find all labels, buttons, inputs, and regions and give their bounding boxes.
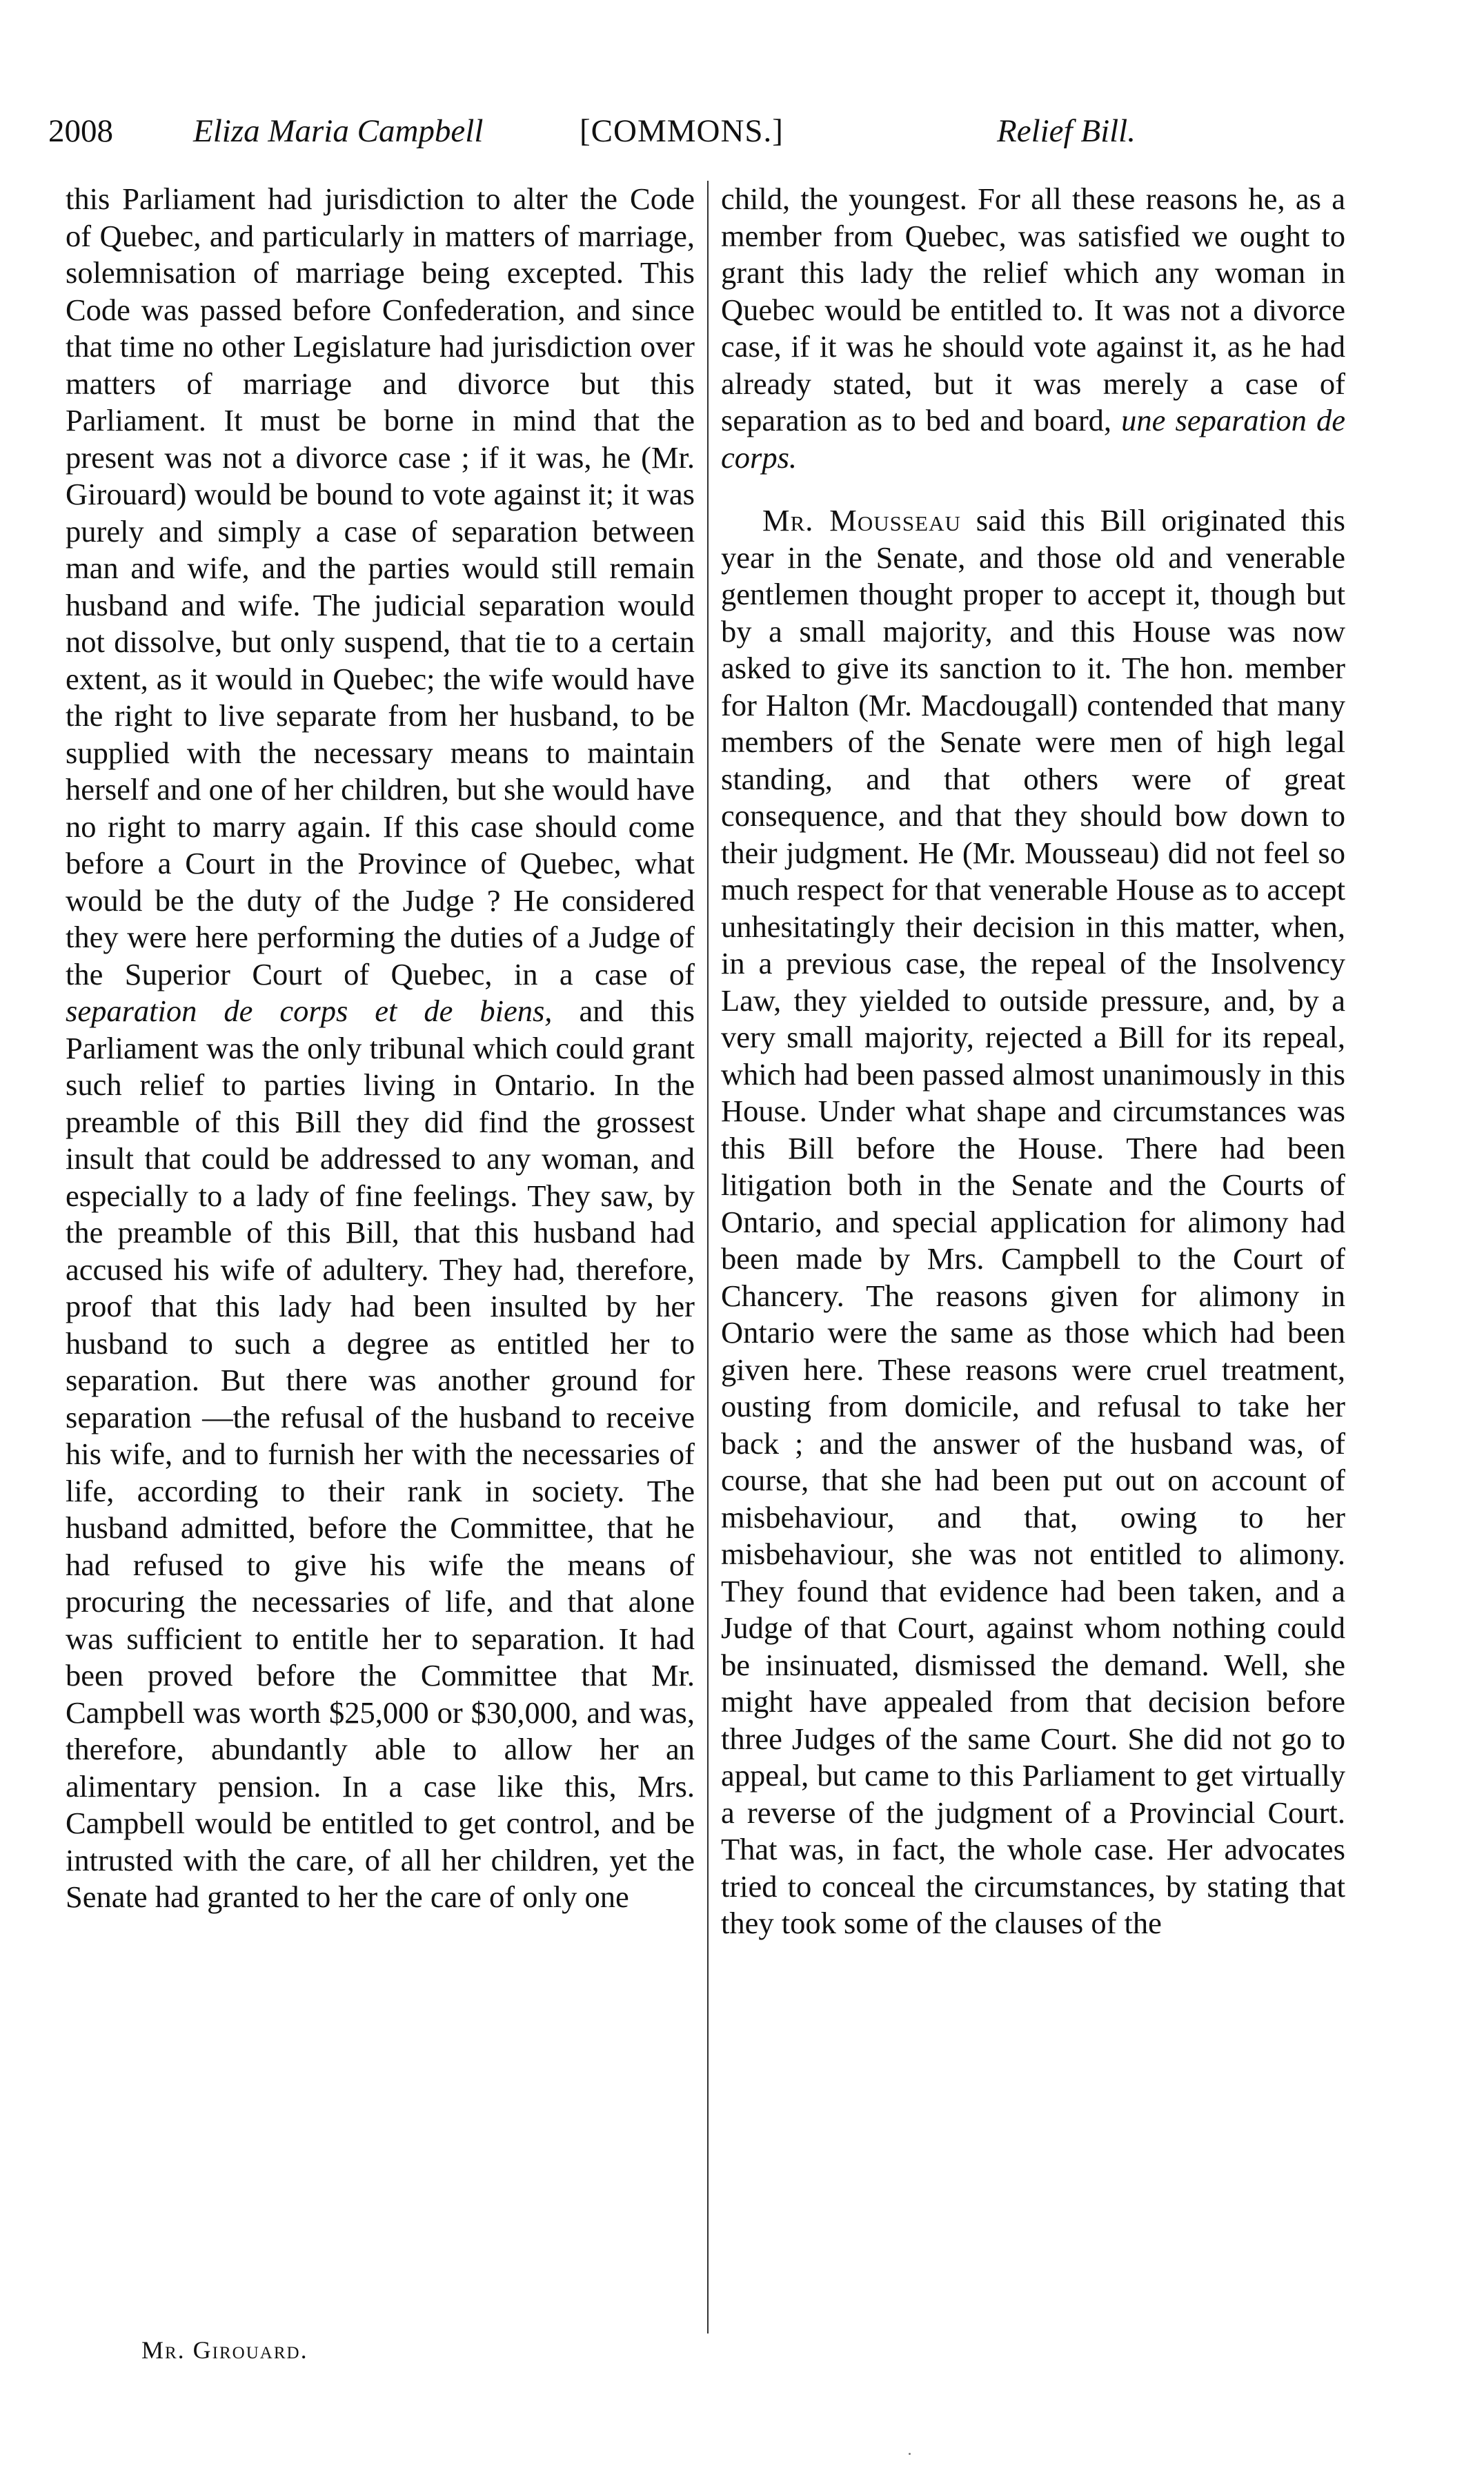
left-italic-phrase: separation de corps et de biens, (66, 994, 553, 1028)
left-text-part-2: and this Parliament was the only tribunal which could grant such relief to parties living in Ontario. In the preamble of this Bill they did find the grossest insult that could be addressed to any woman, and especially to a lady of fine feelings. They saw, by the preamble of this Bill, that this husband had accused his wife of adultery. They had, therefore, proof that this lady had been insulted by her husband to such a degree as entitled her to separation. But there was another ground for separation —the refusal of the husband to receive his wife, and to furnish her with the necessaries of life, according to their rank in society. The husband admitted, before the Committee, that he had refused to give his wife the means of procuring the necessaries of life, and that alone was sufficient to entitle her to separation. It had been proved before the Committee that Mr. Campbell was worth $25,000 or $30,000, and was, therefore, abundantly able to allow her an alimentary pension. In a case like this, Mrs. Campbell would be entitled to get control, and be intrusted with the care, of all her children, yet the Senate had granted to her the care of only one (66, 994, 695, 1914)
footer-speaker: Mr. Girouard. (141, 2336, 308, 2364)
right-text-part-1: child, the youngest. For all these reasons he, as a member from Quebec, was satisfied we ought to grant this lady the relief which any woman in Quebec would be entitled to. It was not a divorce case, if it was he should vote against it, as he had already stated, but it was merely a case of separation as to bed and board, (721, 181, 1345, 437)
right-paragraph-1 (721, 181, 1345, 476)
column-divider (707, 181, 709, 2333)
right-column (721, 181, 1345, 1942)
speaker-name: Mr. Mousseau (762, 503, 961, 537)
right-italic-phrase: une separation de corps. (721, 403, 1345, 475)
right-text-part-2: said this Bill originated this year in the Senate, and those old and venerable gentlemen thought proper to accept it, though but by a small majority, and this House was now asked to give its sanction to it. The hon. member for Halton (Mr. Macdougall) contended that many members of the Senate were men of high legal standing, and that others were of great consequence, and that they should bow down to their judgment. He (Mr. Mousseau) did not feel so much respect for that venerable House as to accept unhesitatingly their decision in this matter, when, in a previous case, the repeal of the Insolvency Law, they yielded to outside pressure, and, by a very small majority, rejected a Bill for its repeal, which had been passed almost unanimously in this House. Under what shape and circumstances was this Bill before the House. There had been litigation both in the Senate and the Courts of Ontario, and special application for alimony had been made by Mrs. Campbell to the Court of Chancery. The reasons given for alimony in Ontario were the same as those which had been given here. These reasons were cruel treatment, ousting from domicile, and refusal to take her back ; and the answer of the husband was, of course, that she had been put out on account of misbehaviour, and that, owing to her misbehaviour, she was not entitled to alimony. They found that evidence had been taken, and a Judge of that Court, against whom nothing could be insinuated, dismissed the demand. Well, she might have appealed from that decision before three Judges of the same Court. She did not go to appeal, but came to this Parliament to get virtually a reverse of the judgment of a Provincial Court. That was, in fact, the whole case. Her advocates tried to conceal the circumstances, by stating that they took some of the clauses of the (721, 503, 1345, 1940)
left-text-part-1: this Parliament had jurisdiction to alter the Code of Quebec, and particularly in matters of marriage, solemnisation of marriage being excepted. This Code was passed before Confederation, and since that time no other Legislature had jurisdiction over matters of marriage and divorce but this Parliament. It must be borne in mind that the present was not a divorce case ; if it was, he (Mr. Girouard) would be bound to vote against it; it was purely and simply a case of separation between man and wife, and the parties would still remain husband and wife. The judicial separation would not dissolve, but only suspend, that tie to a certain extent, as it would in Quebec; the wife would have the right to live separate from her husband, to be supplied with the necessary means to maintain herself and one of her children, but she would have no right to marry again. If this case should come before a Court in the Province of Quebec, what would be the duty of the Judge ? He considered they were here performing the duties of a Judge of the Superior Court of Quebec, in a case of (66, 181, 695, 991)
left-paragraph-1 (66, 181, 695, 1916)
page-number: 2008 (48, 113, 113, 149)
right-paragraph-2 (721, 502, 1345, 1942)
header-center-title: [COMMONS.] (580, 113, 784, 149)
scan-speck (909, 2453, 911, 2455)
left-column (66, 181, 695, 1916)
header-right-title: Relief Bill. (997, 113, 1136, 149)
running-header (48, 103, 1180, 159)
header-left-title: Eliza Maria Campbell (193, 113, 484, 149)
